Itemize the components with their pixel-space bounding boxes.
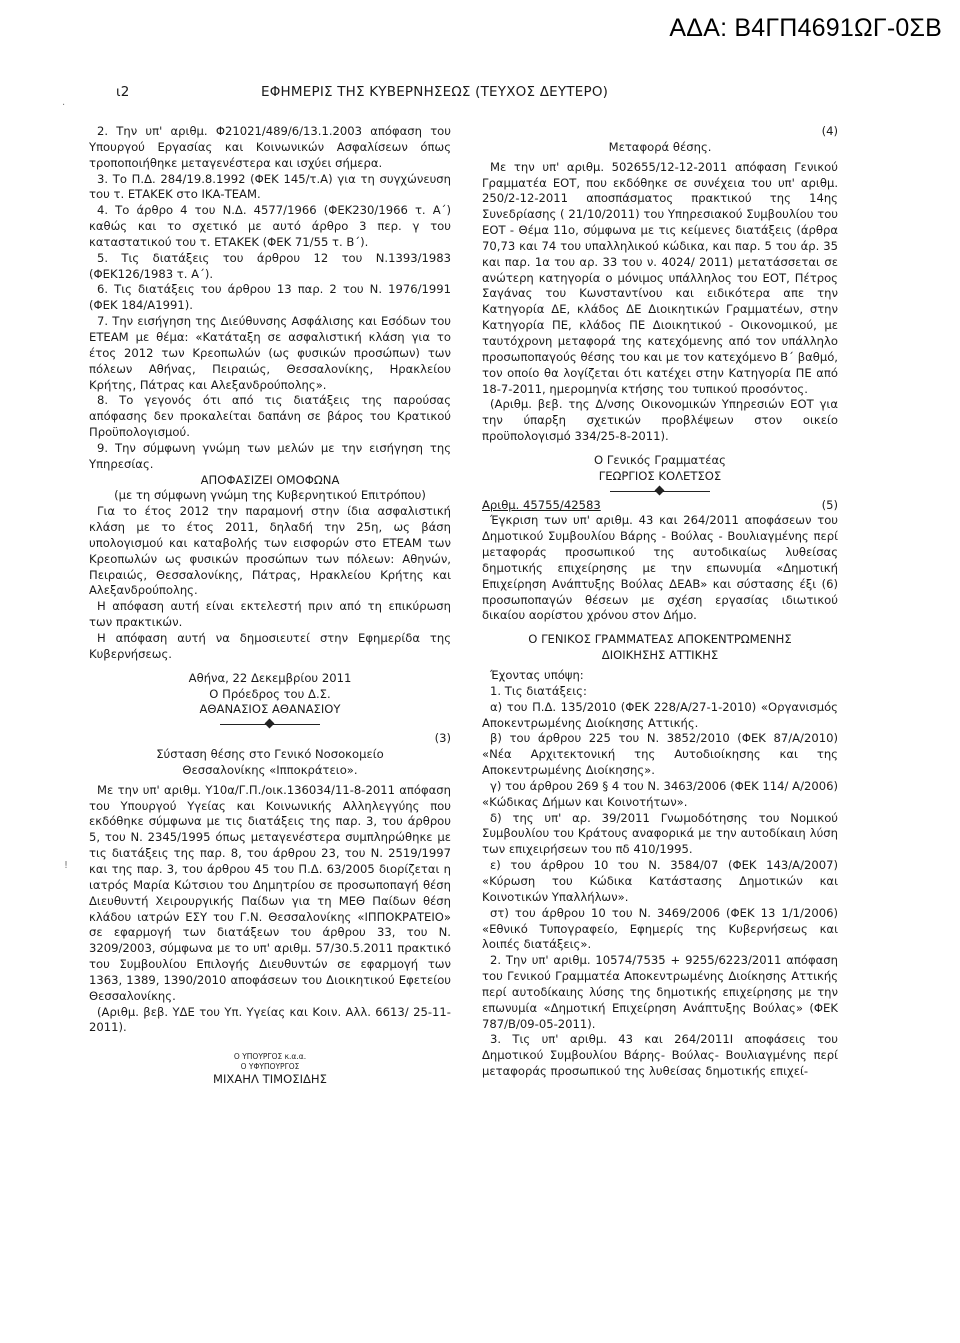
list-item: γ) του άρθρου 269 § 4 του Ν. 3463/2006 (ΦΕΚ 114/ Α/2006) «Κώδικας Δήμων και Κοινοτήτων». (482, 778, 838, 809)
gazette-title: ΕΦΗΜΕΡΙΣ ΤΗΣ ΚΥΒΕΡΝΗΣΕΩΣ (ΤΕΥΧΟΣ ΔΕΥΤΕΡΟ) (261, 84, 609, 100)
section-heading-line (482, 498, 838, 514)
section-reference: (Αριθμ. βεβ. ΥΔΕ του Υπ. Υγείας και Κοιν. Αλλ. 6613/ 25-11-2011). (89, 1004, 451, 1035)
validity-text: Η απόφαση αυτή είναι εκτελεστή πριν από τη επικύρωση των πρακτικών. (89, 599, 451, 630)
ada-code: ΑΔΑ: Β4ΓΠ4691ΩΓ-0ΣΒ (669, 14, 942, 42)
paragraph: 8. Το γεγονός ότι από τις διατάξεις της παρούσας απόφασης δεν προκαλείται δαπάνη σε βάρος του Κρατικού Προϋπολογισμού. (89, 393, 451, 440)
decision-body: Για το έτος 2012 την παραμονή στην ίδια ασφαλιστική κλάση με το έτος 2011, δηλαδή την 25η, ως βάση υπολογισμού και καταβολής των εισφορών στο ΕΤΕΑΜ των Κρεοπωλών ως φυσικών προσώπων των πόλεων: Αθηνών, Πειραιώς, Θεσσαλονίκης, Πάτρας, Ηρακλείου Κρήτης και Αλεξανδρούπολης. (89, 504, 451, 598)
section-title: Σύσταση θέσης στο Γενικό Νοσοκομείο (156, 747, 384, 762)
page-number: ι2 (116, 84, 130, 100)
section-number: (4) (821, 124, 838, 138)
considering-heading: Έχοντας υπόψη: (490, 668, 584, 682)
right-column (482, 124, 838, 1080)
paragraph: 7. Την εισήγηση της Διεύθυνσης Ασφάλισης και Εσόδων του ΕΤΕΑΜ με θέμα: «Κατάταξη σε ασφαλιστική κλάση για το έτος 2012 των Κρεοπωλών (ως φυσικών προσώπων) των πόλεων Αθήνας, Πειραιώς, Θεσσαλονίκης, Ηρακλείου Κρήτης, Πάτρας και Αλεξανδρούπολης». (89, 314, 451, 392)
paragraph: 5. Τις διατάξεις του άρθρου 12 του Ν.1393/1983 (ΦΕΚ126/1983 τ. Α΄). (89, 250, 451, 281)
signer-name: ΑΘΑΝΑΣΙΟΣ ΑΘΑΝΑΣΙΟΥ (199, 702, 341, 717)
list-item: 3. Τις υπ' αριθμ. 43 και 264/2011Ι αποφάσεις του Δημοτικού Συμβουλίου Βάρης- Βούλας- Βουλιαγμένης περί μεταφοράς προσωπικού της λυθείσας δημοτικής επιχεί- (482, 1032, 838, 1079)
section-reference: (Αριθμ. βεβ. της Δ/νσης Οικονομικών Υπηρεσιών ΕΟΤ για την ύπαρξη σχετικών προβλέψεων στον οικείο προϋπολογισμό 334/25-8-2011). (482, 397, 838, 444)
decision-subheading: (με τη σύμφωνη γνώμη της Κυβερνητικού Επιτρόπου) (114, 488, 426, 503)
paragraph: 2. Την υπ' αριθμ. Φ21021/489/6/13.1.2003 απόφαση του Υπουργού Εργασίας και Κοινωνικών Ασφαλίσεων όπως τροποποιήθηκε μεταγενέστερα και ισχύει σήμερα. (89, 124, 451, 170)
signer-role: Ο Γενικός Γραμματέας (594, 452, 726, 467)
section-body: Με την υπ' αριθμ. 502655/12-12-2011 απόφαση Γενικού Γραμματέα ΕΟΤ, που εκδόθηκε σε συνέχεια του υπ' αριθμ. 250/2-12-2011 αποσπάσματος πρακτικού της 14ης Συνεδρίασης ( 21/10/2011) του Υπηρεσιακού Συμβουλίου του ΕΟΤ - Θέμα 11ο, σύμφωνα με τις κείμενες διατάξεις (άρθρα 70,73 και 74 του υπαλληλικού κώδικα, και παρ. 5 του άρ. 35 και παρ. 1α του αρ. 33 του ν. 4024/ 2011) μετατάσσεται σε ανώτερη κατηγορία ο μόνιμος υπάλληλος του ΕΟΤ, Πέτρος Σαγάνας του Κωνσταντίνου και ειδικότερα απε την Κατηγορία ΔΕ, κλάδος ΔΕ Διοικητικών Γραμματέων, στην Κατηγορία ΠΕ, κλάδος ΠΕ Διοικητικού - Οικονομικού, με ταυτόχρονη μεταφορά της κατεχόμενης από τον υπάλληλο προσωποπαγούς θέσης του και με τον κατεχόμενο Β΄ βαθμό, τον οποίο θα λογίζεται ότι κατέχει στην Κατηγορία ΠΕ από 18-7-2011, ημερομηνία κτήσης του τυπικού προσόντος. (482, 159, 838, 396)
paragraph: 9. Την σύμφωνη γνώμη των μελών με την εισήγηση της Υπηρεσίας. (89, 440, 451, 471)
paragraph: 6. Τις διατάξεις του άρθρου 13 παρ. 2 του Ν. 1976/1991 (ΦΕΚ 184/Α1991). (89, 282, 451, 313)
list-item: ε) του άρθρου 10 του Ν. 3584/07 (ΦΕΚ 143/Α/2007) «Κύρωση του Κώδικα Κατάστασης Δημοτικών και Κοινοτικών Υπαλλήλων». (482, 858, 838, 904)
minister-name: ΜΙΧΑΗΛ ΤΙΜΟΣΙΔΗΣ (213, 1072, 327, 1087)
scan-mark: · (62, 100, 66, 111)
minister-title: Ο ΥΠΟΥΡΓΟΣ κ.α.α. (233, 1052, 307, 1062)
authority-heading: ΔΙΟΙΚΗΣΗΣ ΑΤΤΙΚΗΣ (601, 648, 719, 663)
signer-role: Ο Πρόεδρος του Δ.Σ. (209, 686, 331, 701)
authority-heading: Ο ΓΕΝΙΚΟΣ ΓΡΑΜΜΑΤΕΑΣ ΑΠΟΚΕΝΤΡΩΜΕΝΗΣ (528, 632, 792, 647)
section-number: (5) (821, 497, 838, 512)
section-body: Με την υπ' αριθμ. Υ10α/Γ.Π./οικ.136034/11-8-2011 απόφαση του Υπουργού Υγείας και Κοινωνικής Αλληλεγγύης που εκδόθηκε σύμφωνα με τις διατάξεις της παρ. 3, του άρθρου 5, του Ν. 2345/1995 όπως μεταγενέστερα συμπληρώθηκε με τις διατάξεις της παρ. 8, του άρθρου 23, του Ν. 2519/1997 και της παρ. 3, του άρθρου 45 του Π.Δ. 63/2005 διορίζεται η ιατρός Μαρία Κώτσιου του Δημητρίου σε προσωποπαγή θέση Διευθυντή Χειρουργικής Παίδων για τη ΜΕΘ Παίδων θέση κλάδου ιατρών ΕΣΥ του Γ.Ν. Θεσσαλονίκης «ΙΠΠΟΚΡΑΤΕΙΟ» σε εφαρμογή των διατάξεων του άρθρου 33, του Ν. 3209/2003, σύμφωνα με το υπ' αριθμ. 57/30.5.2011 πρακτικό του Συμβουλίου Επιλογής Διευθυντών σε εφαρμογή των 1363, 1389, 1390/2010 αποφάσεων του Διοικητικού Εφετείου Θεσσαλονίκης. (89, 782, 451, 1003)
section-separator (610, 487, 710, 496)
list-item: 1. Τις διατάξεις: (490, 683, 587, 698)
paragraph: 4. Το άρθρο 4 του Ν.Δ. 4577/1966 (ΦΕΚ230/1966 τ. Α΄) καθώς και το σχετικό με αυτό άρθρο 3 περ. γ του καταστατικού του τ. ΕΤΑΚΕΚ (ΦΕΚ 71/55 τ. Β΄). (89, 203, 451, 249)
list-item: β) του άρθρου 225 του Ν. 3852/2010 (ΦΕΚ 87/Α/2010) «Νέα Αρχιτεκτονική της Αυτοδιοίκησης και της Αποκεντρωμένης Διοίκησης». (482, 731, 838, 778)
publication-text: Η απόφαση αυτή να δημοσιευτεί στην Εφημερίδα της Κυβερνήσεως. (89, 631, 451, 661)
decision-reference: Αριθμ. 45755/42583 (482, 497, 601, 512)
section-number: (3) (434, 731, 451, 746)
deputy-minister-title: Ο ΥΦΥΠΟΥΡΓΟΣ (240, 1062, 300, 1072)
place-date: Αθήνα, 22 Δεκεμβρίου 2011 (188, 670, 352, 685)
section-title: Μεταφορά θέσης. (608, 139, 712, 154)
page-header (116, 84, 676, 100)
list-item: δ) της υπ' αρ. 39/2011 Γνωμοδότησης του Νομικού Συμβουλίου του Κράτους αναφορικά με την αυτοδίκαιη λύση των επιχειρήσεων του πδ 410/1995. (482, 810, 838, 857)
list-item: 2. Την υπ' αριθμ. 10574/7535 + 9255/6223/2011 απόφαση του Γενικού Γραμματέα Αποκεντρωμένης Διοίκησης Αττικής περί αυτοδίκαιης λύσης της δημοτικής επιχείρησης με την επωνυμία «Δημοτική Επιχείρηση Ανάπτυξης Βούλας» (ΦΕΚ 787/Β/09-05-2011). (482, 953, 838, 1031)
list-item: α) του Π.Δ. 135/2010 (ΦΕΚ 228/Α/27-1-2010) «Οργανισμός Αποκεντρωμένης Διοίκησης Αττικής. (482, 699, 838, 730)
scan-mark: ! (64, 860, 69, 871)
paragraph: 3. Το Π.Δ. 284/19.8.1992 (ΦΕΚ 145/τ.Α) για τη συγχώνευση του τ. ΕΤΑΚΕΚ στο ΙΚΑ-ΤΕΑΜ. (89, 171, 451, 202)
section-title: Θεσσαλονίκης «Ιπποκράτειο». (182, 762, 358, 777)
section-body: Έγκριση των υπ' αριθμ. 43 και 264/2011 αποφάσεων του Δημοτικού Συμβουλίου Βάρης - Βούλας - Βουλιαγμένης περί μεταφοράς προσωπικού της αυτοδικαίως λυθείσας δημοτικής επιχείρησης με την επωνυμία «Δημοτική Επιχείρηση Ανάπτυξης Βούλας ΔΕΑΒ» και σύστασης έξι (6) προσωποπαγών θέσεων με σχέση εργασίας ιδιωτικού δικαίου αορίστου χρόνου στον Δήμο. (482, 513, 838, 623)
section-separator (220, 720, 320, 729)
list-item: στ) του άρθρου 10 του Ν. 3469/2006 (ΦΕΚ 13 1/1/2006) «Εθνικό Τυπογραφείο, Εφημερίς της Κυβερνήσεως και λοιπές διατάξεις». (482, 905, 838, 952)
signer-name: ΓΕΩΡΓΙΟΣ ΚΟΛΕΤΣΟΣ (598, 468, 722, 483)
left-column (89, 124, 451, 1088)
decision-heading: ΑΠΟΦΑΣΙΖΕΙ ΟΜΟΦΩΝΑ (200, 472, 340, 487)
